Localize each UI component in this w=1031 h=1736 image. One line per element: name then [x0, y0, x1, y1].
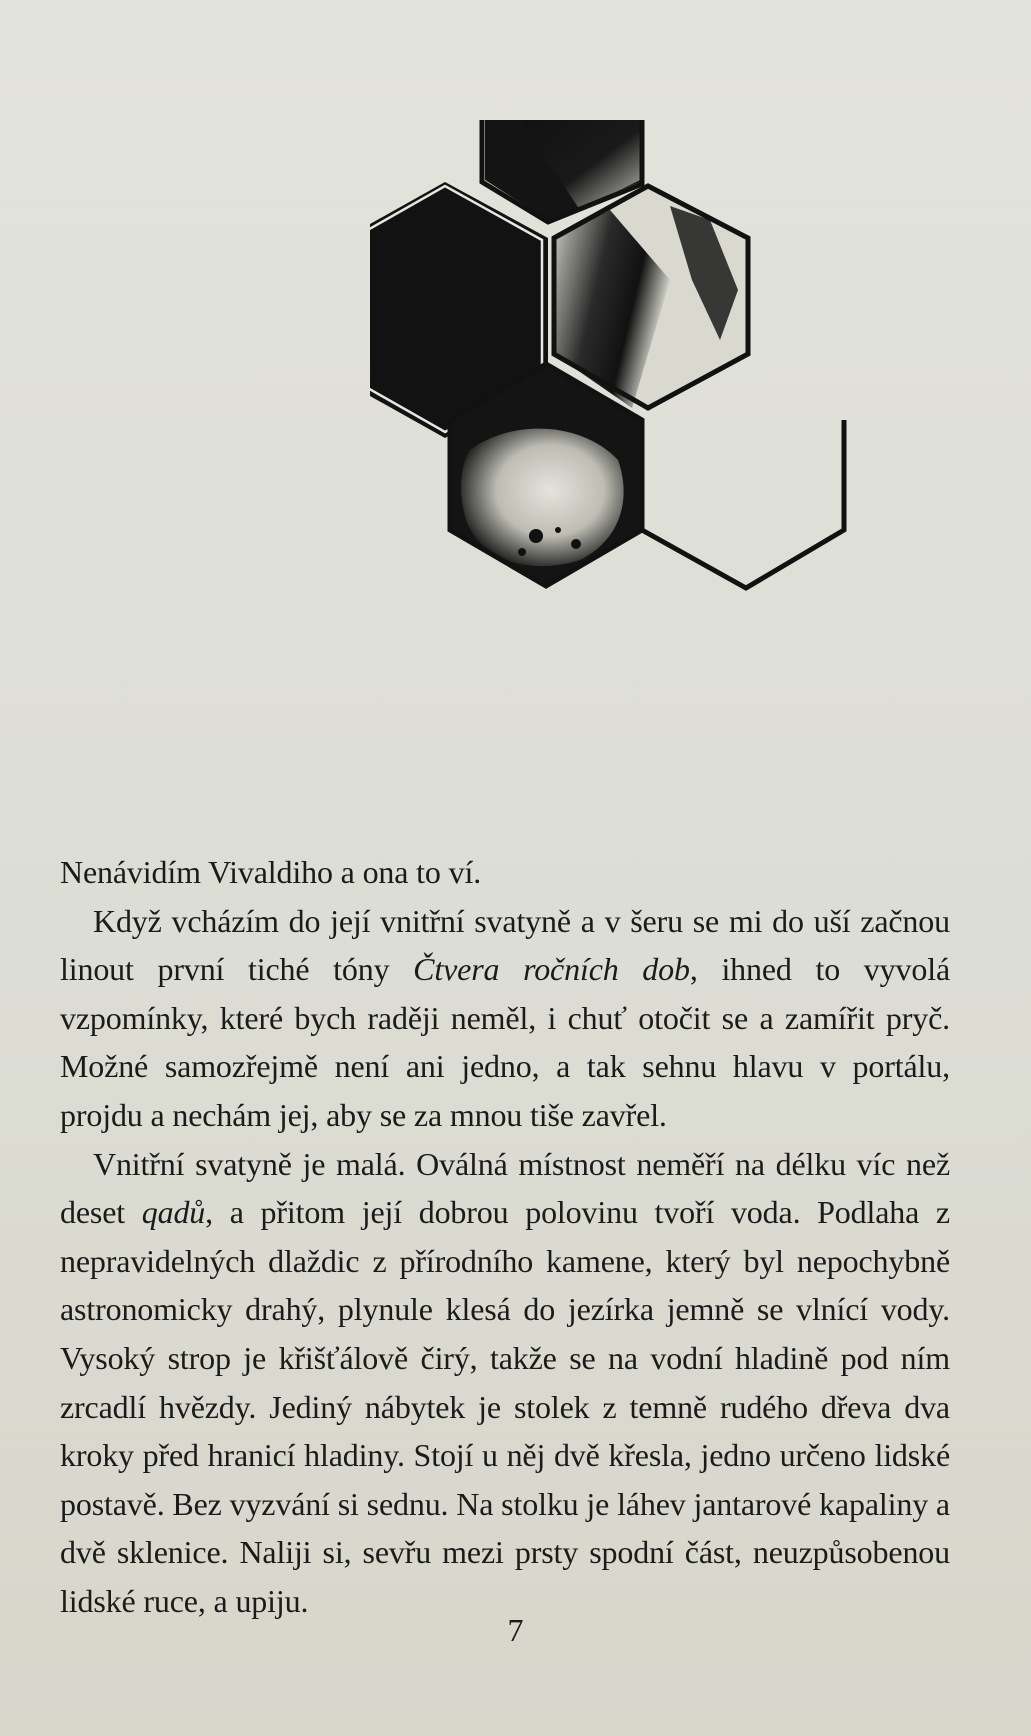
body-text — [60, 848, 950, 1626]
page-number: 7 — [507, 1612, 524, 1648]
paragraph-2: Když vcházím do její vnitřní svatyně a v šeru se mi do uší začnou linout první tiché tóny Čtvera ročních dob, ihned to vyvolá vzpomínky, které bych raději neměl, i chuť otočit se a zamířit pryč. Možné samozřejmě není ani jedno, a tak sehnu hlavu v portálu, projdu a nechám jej, aby se za mnou tiše zavřel. — [60, 902, 951, 1133]
outline-hexagon — [642, 420, 844, 588]
paragraph-1: Nenávidím Vivaldiho a ona to ví. — [60, 854, 482, 890]
hexagon-cluster-illustration — [370, 120, 950, 660]
italic-term: qadů — [141, 1194, 206, 1231]
right-top-hexagon — [554, 186, 748, 408]
paragraph-3: Vnitřní svatyně je malá. Oválná místnost neměří na délku víc než deset qadů, a přitom její dobrou polovinu tvoří voda. Podlaha z nepravidelných dlaždic z přírodního kamene, který byl nepochybně astronomicky drahý, plynule klesá do jezírka jemně se vlnící vody. Vysoký strop je křišťálově čirý, takže se na vodní hladině pod ním zrcadlí hvězdy. Jediný nábytek je stolek z temně rudého dřeva dva kroky před hranicí hladiny. Stojí u něj dvě křesla, jedno určeno lidské postavě. Bez vyzvání si sednu. Na stolku je láhev jantarové kapaliny a dvě sklenice. Naliji si, sevřu mezi prsty spodní část, neuzpůsobenou lidské ruce, a upiju. — [60, 1145, 950, 1619]
italic-title: Čtvera ročních dob — [413, 951, 690, 988]
